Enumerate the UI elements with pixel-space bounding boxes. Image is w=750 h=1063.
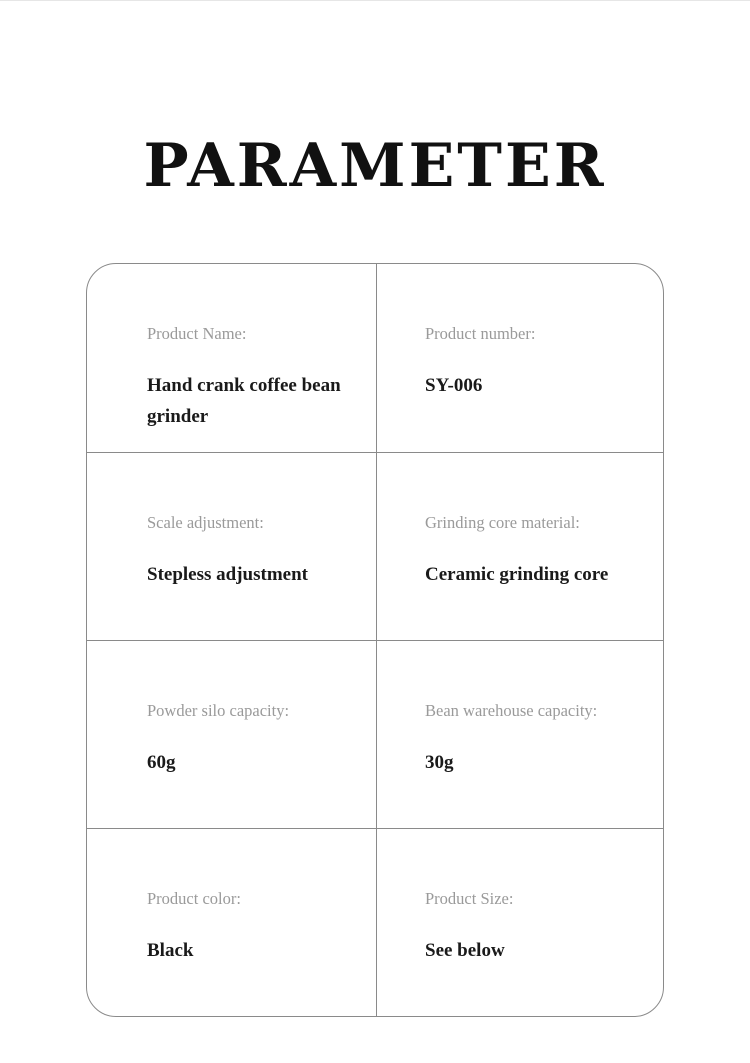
- parameter-label: Product color:: [147, 889, 241, 908]
- parameter-value: Ceramic grinding core: [425, 564, 609, 585]
- table-row: [87, 640, 663, 829]
- parameter-label: Product Name:: [147, 324, 247, 343]
- parameter-value: See below: [425, 940, 505, 961]
- parameter-cell-product-name: [147, 264, 367, 452]
- parameter-cell-product-color: [147, 829, 367, 1017]
- parameter-cell-grinding-core-material: [425, 453, 655, 641]
- parameter-cell-scale-adjustment: [147, 453, 367, 641]
- table-row: [87, 828, 663, 1017]
- parameter-value: SY-006: [425, 375, 483, 396]
- parameter-label: Grinding core material:: [425, 513, 580, 532]
- parameter-label: Scale adjustment:: [147, 513, 264, 532]
- parameter-cell-bean-warehouse-capacity: [425, 641, 655, 829]
- table-row: [87, 452, 663, 641]
- table-row: [87, 264, 663, 452]
- parameter-label: Product number:: [425, 324, 536, 343]
- parameter-value: Stepless adjustment: [147, 564, 308, 585]
- parameter-cell-product-number: [425, 264, 655, 452]
- parameter-value: Black: [147, 940, 194, 961]
- top-divider: [0, 0, 750, 1]
- parameter-label: Powder silo capacity:: [147, 701, 290, 720]
- parameter-value: 30g: [425, 752, 454, 773]
- page-title: PARAMETER: [143, 131, 607, 201]
- parameter-table: [86, 263, 664, 1017]
- parameter-cell-product-size: [425, 829, 655, 1017]
- parameter-label: Bean warehouse capacity:: [425, 701, 598, 720]
- parameter-value: 60g: [147, 752, 176, 773]
- parameter-cell-powder-silo-capacity: [147, 641, 367, 829]
- parameter-value: Hand crank coffee bean grinder: [147, 375, 341, 427]
- parameter-label: Product Size:: [425, 889, 514, 908]
